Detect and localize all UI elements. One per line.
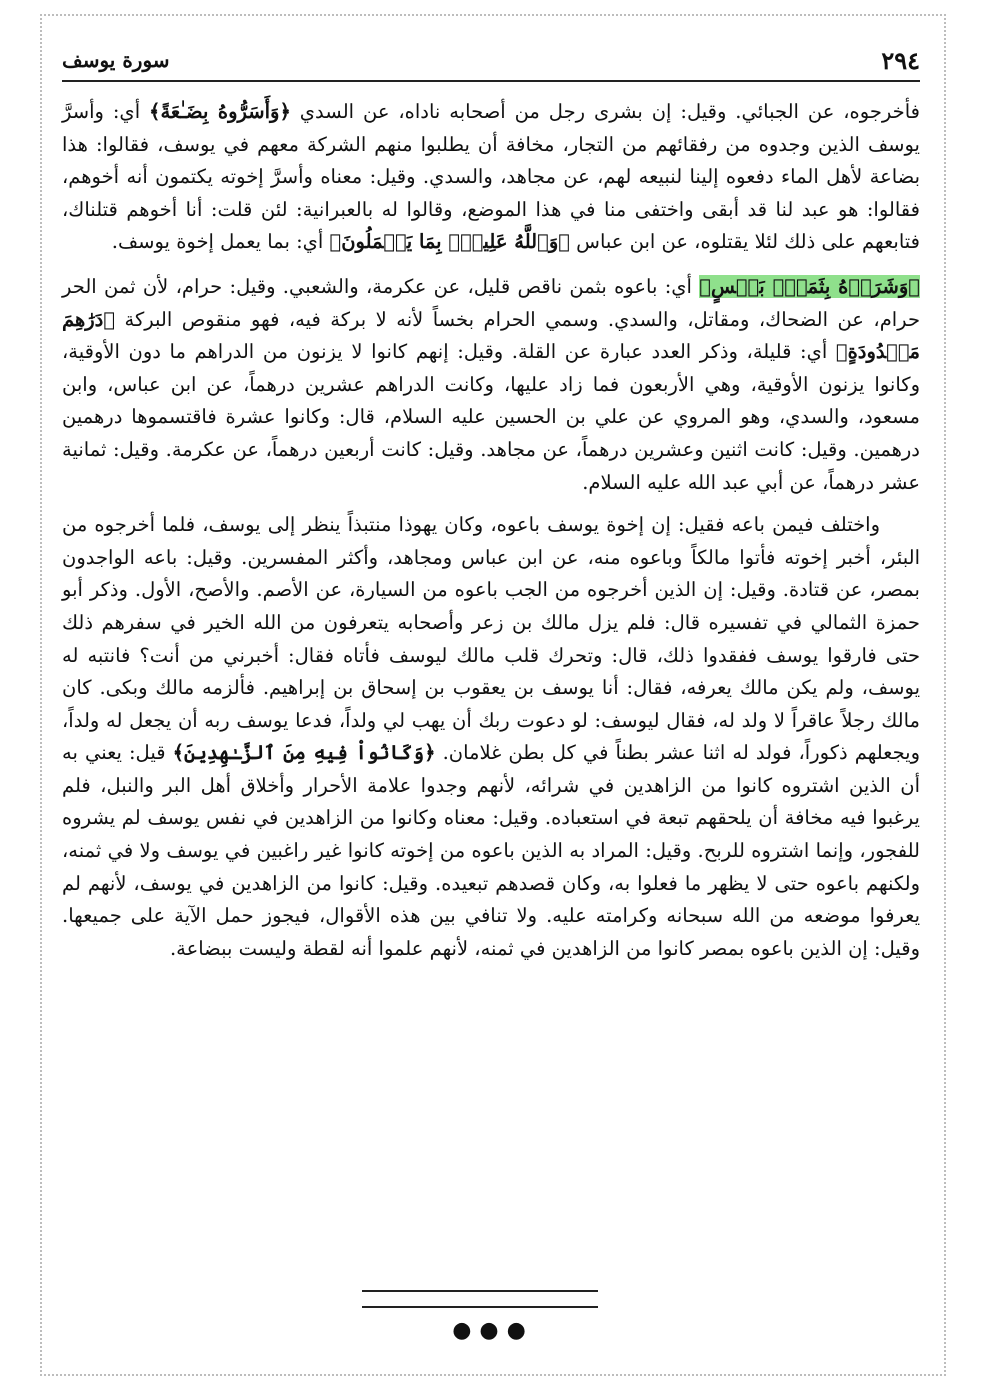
footer-ornament: ●●● [452, 1318, 534, 1343]
page-header [62, 42, 920, 78]
text-run: قيل: يعني به أن الذين اشتروه كانوا من الزاهدين في شرائه، لأنهم وجدوا علامة الأحرار وأخلاق أهل البر والنبل، فلم يرغبوا فيه مخافة أن يلحقهم تبعة في استعباده. وقيل: معناه وكانوا من الزاهدين في نفس يوسف لم يشروه للفجور، وإنما اشتروه للربح. وقيل: المراد به الذين باعوه من إخوته كانوا غير راغبين في يوسف ولا في ثمنه، ولكنهم باعوه حتى لا يظهر ما فعلوا به، وكان قصدهم تبعيده. وقيل: كانوا من الزاهدين في يوسف، لأنهم لم يعرفوا موضعه من الله سبحانه وكرامته عليه. ولا تنافي بين هذه الأقوال، فيجوز حمل الآية على جميعها. وقيل: إن الذين باعوه بمصر كانوا من الزاهدين في ثمنه، لأنهم علموا أنه لقطة وليست ببضاعة. [62, 741, 920, 960]
text-run: أي: بما يعمل إخوة يوسف. [111, 230, 330, 254]
surah-title: سورة يوسف [62, 48, 170, 72]
text-run: أي: باعوه بثمن ناقص قليل، عن عكرمة، والشعبي. وقيل: حرام، لأن ثمن الحر حرام، عن الضحاك، ومقاتل، والسدي. وسمي الحرام بخساً لأنه لا بركة فيه، فهو منقوص البركة [62, 274, 920, 331]
quran-verse: ﴿وَكَانُواْ فِيهِ مِنَ ٱلزَّـٰهِدِينَ﴾ [172, 741, 436, 765]
paragraph-3 [62, 509, 920, 965]
paragraph-1 [62, 96, 920, 259]
footer-rule-top [362, 1290, 598, 1292]
text-run: فأخرجوه، عن الجبائي. وقيل: إن بشرى رجل من أصحابه ناداه، عن السدي [290, 100, 920, 123]
text-run: أي: قليلة، وذكر العدد عبارة عن القلة. وقيل: إنهم كانوا لا يزنون من الدراهم ما دون الأوقية، وكانوا يزنون الأوقية، وهي الأربعون فما زاد عليها، وكانت الدراهم عشرين درهماً، عن ابن عباس، وابن مسعود، والسدي، وهو المروي عن علي بن الحسين عليه السلام، قال: وكانوا عشرة فاقتسموها درهمين درهمين. وقيل: كانت اثنين وعشرين درهماً، عن مجاهد. وقيل: كانت أربعين درهماً، عن عكرمة. وقيل: ثمانية عشر درهماً، عن أبي عبد الله عليه السلام. [62, 340, 920, 494]
body-text [62, 96, 920, 965]
quran-verse: ﴿وَٱللَّهُ عَلِيمُۢ بِمَا يَعۡمَلُونَ﴾ [329, 230, 570, 254]
paragraph-2 [62, 271, 920, 499]
page-number: ٢٩٤ [881, 45, 920, 75]
text-run: أي: وأسرَّ يوسف الذين وجدوه من رفقائهم من التجار، مخافة أن يطلبوا منهم الشركة معهم في يوسف، فقالوا: هذا بضاعة لأهل الماء دفعوه إلينا لنبيعه لهم، عن مجاهد، والسدي. وقيل: معناه وأسرَّ إخوته يكتمون أنه أخوهم، فقالوا: هو عبد لنا قد أبقى واختفى منا في هذا الموضع، وقالوا له بالعبرانية: لئن قلت: أنا أخوهم قتلناك، فتابعهم على ذلك لئلا يقتلوه، عن ابن عباس [62, 100, 920, 254]
text-run: واختلف فيمن باعه فقيل: إن إخوة يوسف باعوه، وكان يهوذا منتبذاً ينظر إلى يوسف، فلما أخرجوه من البئر، أخبر إخوته فأتوا مالكاً وباعوه منه، عن ابن عباس ومجاهد، وأكثر المفسرين. وقيل: باعه الواجدون بمصر، عن قتادة. وقيل: إن الذين أخرجوه من الجب باعوه من السيارة، عن الأصم. والأصح، الأول. وذكر أبو حمزة الثمالي في تفسيره قال: فلم يزل مالك بن زعر وأصحابه يتعرفون من الله الخير في سفرهم ذلك حتى فارقوا يوسف ففقدوا ذلك، قال: وتحرك قلب مالك ليوسف فأتاه فقال: أخبرني من أنت؟ فانتبه له يوسف، ولم يكن مالك يعرفه، فقال: أنا يوسف بن يعقوب بن إسحاق بن إبراهيم. فألزمه مالك وبكى. كان مالك رجلاً عاقراً لا ولد له، فقال ليوسف: لو دعوت ربك أن يهب لي ولداً، فدعا يوسف ربه أن يجعل له ولداً، ويجعلهم ذكوراً، فولد له اثنا عشر بطناً في كل بطن غلامان. [62, 513, 920, 765]
highlighted-quran-verse: ﴿وَشَرَوۡهُ بِثَمَنِۭ بَخۡسٍ﴾ [699, 274, 920, 298]
quran-verse: ﴿وَأَسَرُّوهُ بِضَـٰعَةً﴾ [149, 100, 291, 123]
quran-verse: ﴿دَرَٰهِمَ مَعۡدُودَةٍ﴾ [62, 307, 920, 364]
footer-rule-bottom [362, 1306, 598, 1308]
header-rule [62, 80, 920, 82]
